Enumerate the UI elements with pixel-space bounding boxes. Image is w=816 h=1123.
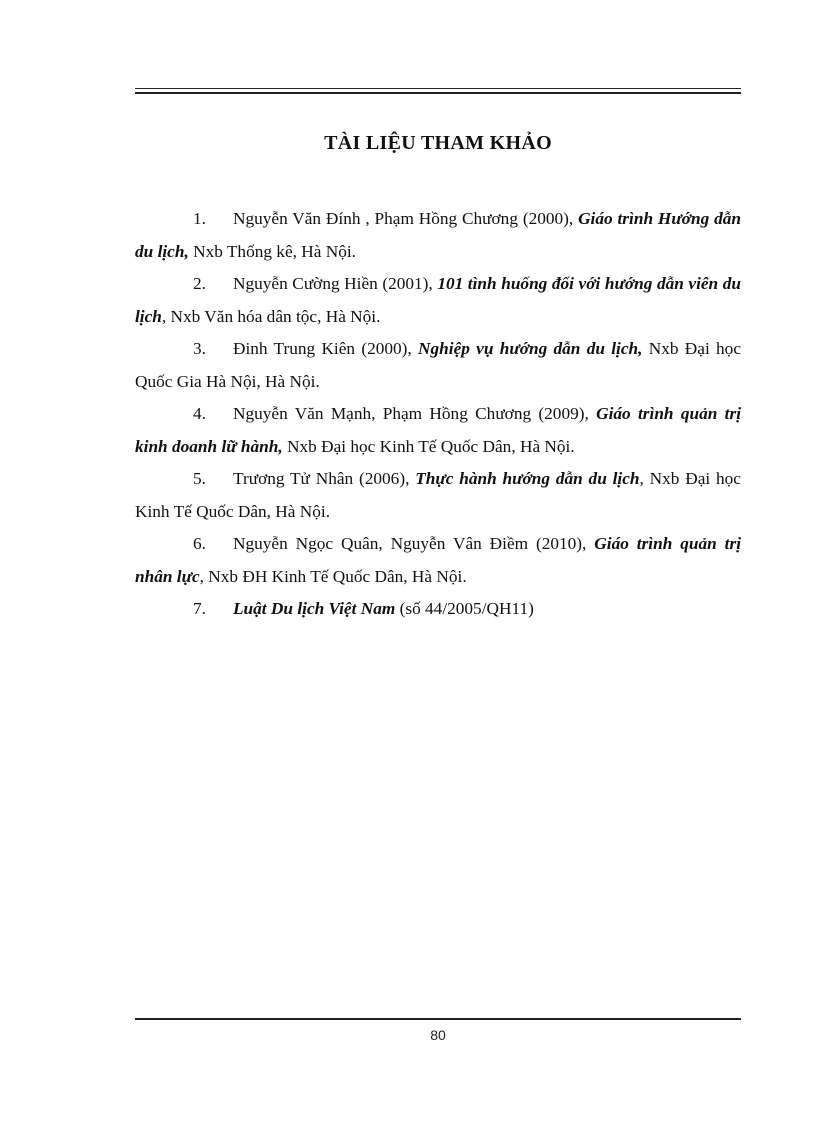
reference-title: 101 tình huống đối với hướng dẫn viên du lịch [135, 274, 741, 326]
reference-item [135, 203, 741, 268]
reference-item [135, 398, 741, 463]
header-rule-thick [135, 92, 741, 94]
reference-number: 2. [193, 274, 206, 293]
reference-publisher: , Nxb Văn hóa dân tộc, Hà Nội. [161, 306, 381, 326]
reference-item [135, 528, 741, 593]
reference-authors: Nguyễn Ngọc Quân, Nguyễn Vân Điềm (2010), [233, 534, 595, 553]
reference-title: Thực hành hướng dẫn du lịch [415, 469, 640, 488]
reference-authors: Nguyễn Cường Hiền (2001), [233, 274, 438, 293]
reference-title: Nghiệp vụ hướng dẫn du lịch, [418, 339, 643, 358]
reference-number: 1. [193, 209, 206, 228]
reference-title: Luật Du lịch Việt Nam [233, 599, 396, 618]
reference-publisher: , Nxb Đại học Kinh Tế Quốc Dân, Hà Nội. [135, 469, 741, 521]
reference-publisher: , Nxb ĐH Kinh Tế Quốc Dân, Hà Nội. [199, 566, 467, 586]
page-number: 80 [430, 1027, 446, 1043]
reference-number: 6. [193, 534, 206, 553]
reference-number: 4. [193, 404, 206, 423]
page-title: TÀI LIỆU THAM KHẢO [324, 132, 552, 154]
reference-number: 5. [193, 469, 206, 488]
reference-authors: Nguyễn Văn Mạnh, Phạm Hồng Chương (2009), [233, 404, 597, 423]
reference-title: Giáo trình Hướng dẫn du lịch, [135, 209, 741, 261]
reference-item [135, 463, 741, 528]
reference-list [135, 203, 741, 626]
reference-publisher: Nxb Thống kê, Hà Nội. [188, 241, 356, 261]
reference-title: Giáo trình quản trị nhân lực [135, 534, 741, 586]
reference-authors: Trương Tử Nhân (2006), [233, 469, 416, 488]
footer-rule [135, 1018, 741, 1020]
reference-authors: Nguyễn Văn Đính , Phạm Hồng Chương (2000), [233, 209, 579, 228]
reference-authors: Đinh Trung Kiên (2000), [233, 339, 419, 358]
header-rule-thin [135, 88, 741, 89]
reference-publisher: Nxb Đại học Kinh Tế Quốc Dân, Hà Nội. [282, 436, 575, 456]
reference-number: 7. [193, 599, 206, 618]
reference-publisher: Nxb Đại học Quốc Gia Hà Nội, Hà Nội. [135, 339, 741, 391]
reference-publisher: (số 44/2005/QH11) [395, 599, 534, 618]
reference-number: 3. [193, 339, 206, 358]
reference-item [135, 268, 741, 333]
reference-item [135, 593, 741, 626]
reference-title: Giáo trình quản trị kinh doanh lữ hành, [135, 404, 742, 456]
reference-item [135, 333, 741, 398]
